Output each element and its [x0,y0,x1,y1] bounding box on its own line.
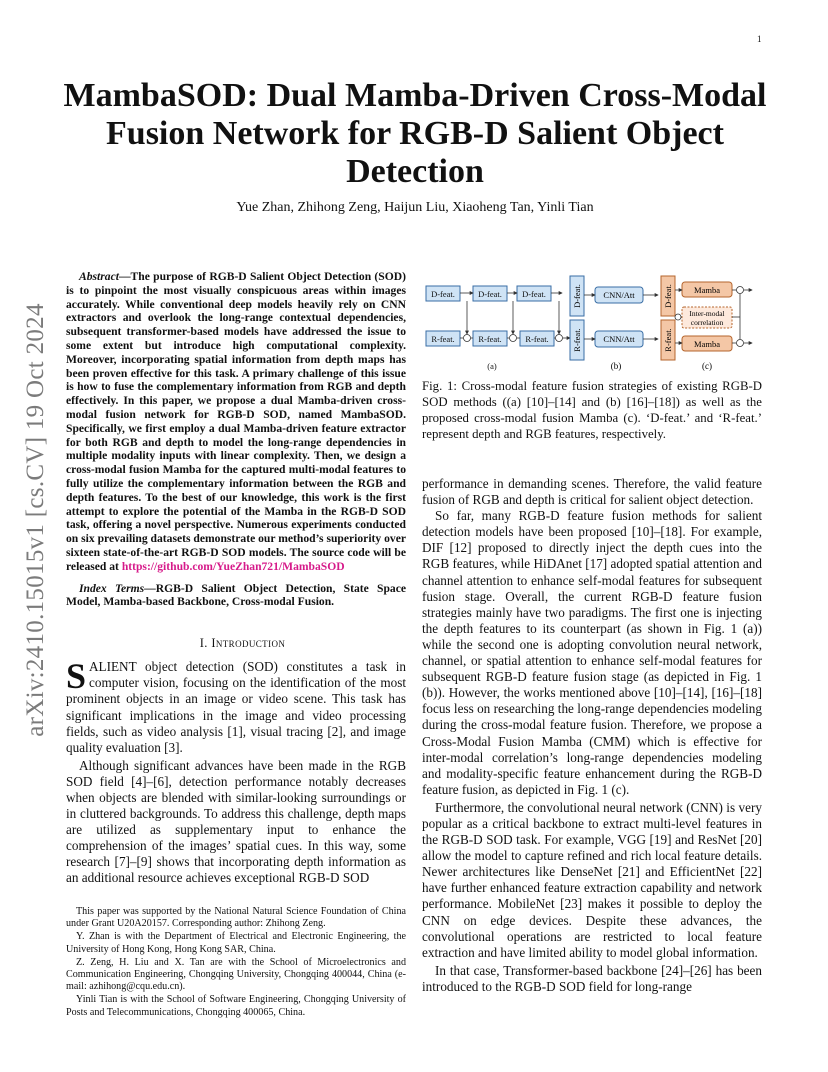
fig-c-mamba-1: Mamba [694,285,720,295]
right-paragraph-2: Furthermore, the convolutional neural network (CNN) is very popular as a critical backbone to extract multi-level features in the RGB-D SOD task. For example, VGG [19] and ResNet [20] allow the model to capture refined and rich local feature details. Newer architectures like DenseNet [21] and EfficientNet [22] have further enhanced feature extraction capability and network performance. MobileNet [23] makes it possible to deploy the CNN on edge devices. Despite these advances, the convolutional operations are restricted to local feature extraction and have limited ability to model global information. [422,799,762,960]
footnotes [66,906,406,1020]
author-list: Yue Zhan, Zhihong Zeng, Haijun Liu, Xiaoheng Tan, Yinli Tian [236,200,594,215]
fig-label-a: (a) [487,361,497,371]
footnote-affiliation-3: Yinli Tian is with the School of Software Engineering, Chongqing University of Posts and Telecommunications, Chongqing 400065, China. [66,994,406,1018]
index-terms [66,582,406,610]
figure-1b-attention [570,276,658,371]
right-paragraph-3: In that case, Transformer-based backbone [24]–[26] has been introduced to the RGB-D SOD field for long-range [422,962,762,994]
fig-a-rfeat-3: R-feat. [525,334,549,344]
fig-b-cnn-att-2: CNN/Att [603,334,635,344]
fig-a-dfeat-1: D-feat. [431,289,455,299]
fig-a-dfeat-2: D-feat. [478,289,502,299]
fig-c-rfeat: R-feat. [663,328,673,352]
fig-c-correlation: correlation [690,318,724,327]
drop-cap: S [66,656,87,697]
fig-label-c: (c) [702,361,712,371]
right-column [422,476,762,995]
fig-c-mamba-2: Mamba [694,339,720,349]
left-column [66,270,406,887]
figure-1-caption: Fig. 1: Cross-modal feature fusion strategies of existing RGB-D SOD methods ((a) [10]–[14] and (b) [16]–[18]) as well as the proposed cross-modal fusion Mamba (c). ‘D-feat.’ and ‘R-feat.’ represent depth and RGB features, respectively. [422,379,762,441]
fig-b-rfeat: R-feat. [572,328,582,352]
fig-c-inter-modal: Inter-modal [689,309,725,318]
source-code-link[interactable]: https://github.com/YueZhan721/MambaSOD [121,559,345,573]
abstract [66,270,406,574]
fig-a-dfeat-3: D-feat. [522,289,546,299]
footnote-affiliation-2: Z. Zeng, H. Liu and X. Tan are with the School of Microelectronics and Communication Engineering, Chongqing University, Chongqing 400044, China (e-mail: azhihong@cqu.edu.cn). [66,956,406,993]
footnote-affiliation-1: Y. Zhan is with the Department of Electrical and Electronic Engineering, the University of Hong Kong, Hong Kong SAR, China. [66,931,406,955]
index-terms-label: Index Terms [79,581,145,595]
abstract-label: Abstract [79,270,119,283]
fig-b-dfeat: D-feat. [572,284,582,308]
right-paragraph-0: performance in demanding scenes. Therefore, the valid feature fusion of RGB and depth is critical for salient object detection. [422,476,762,508]
figure-1-diagram [420,272,768,376]
fig-label-b: (b) [610,361,622,371]
intro-paragraph-2: Although significant advances have been made in the RGB SOD field [4]–[6], detection performance notably decreases when objects are blended with similar-looking surroundings or in cluttered backgrounds. To address this challenge, depth maps are utilized as supplementary input to enhance the comprehension of the images’ spatial cues. In this way, some research [7]–[9] shows that incorporating depth information as an additional resource achieves exceptional RGB-D SOD [66,757,406,886]
fig-b-cnn-att-1: CNN/Att [603,290,635,300]
paper-title: MambaSOD: Dual Mamba-Driven Cross-Modal Fusion Network for RGB-D Salient Object Detection [63,77,767,190]
right-paragraph-1: So far, many RGB-D feature fusion methods for salient detection models have been proposed [10]–[18]. For example, DIF [12] proposed to directly inject the depth cues into the RGB features, while HiDAnet [17] adopted spatial attention and channel attention to enhance self-modal features for subsequent fusion stage. Overall, the current RGB-D feature fusion strategies mainly have two paradigms. The first one is injecting the depth features to its counterpart (as shown in Fig. 1 (a)) while the second one is adopting convolution neural network, channel, or spatial attention to enhance self-modal features for subsequent RGB-D feature fusion stage (as depicted in Fig. 1 (b)). However, the works mentioned above [10]–[14], [16]–[18] focus less on researching the long-range dependencies modeling during the cross-modal feature fusion. Therefore, we propose a Cross-Modal Fusion Mamba (CMM) which is effective for inter-modal correlation’s long-range dependencies modeling and modality-specific feature enhancement during the RGB-D feature fusion, as depicted in Fig. 1 (c). [422,508,762,797]
section-heading-introduction: I. Introduction [199,636,286,651]
intro-paragraph-1-text: ALIENT object detection (SOD) constitutes a task in computer vision, focusing on the identification of the most prominent objects in an image or video scene. This task has significant implications in the image and video processing fields, such as video analysis [1], visual tracing [2], and image quality evaluation [3]. [66,659,406,755]
index-terms-text: —RGB-D Salient Object Detection, State Space Model, Mamba-based Backbone, Cross-modal Fusion. [66,581,406,609]
fig-a-rfeat-2: R-feat. [478,334,502,344]
page-number: 1 [757,34,762,44]
figure-1c-cross-modal-mamba [661,276,752,371]
footnote-funding: This paper was supported by the National Natural Science Foundation of China under Grant U20A20157. Corresponding author: Zhihong Zeng. [66,906,406,930]
abstract-text: —The purpose of RGB-D Salient Object Detection (SOD) is to pinpoint the most visually conspicuous areas within images accurately. While conventional deep models heavily rely on CNN extractors and overlook the long-range contextual dependencies, subsequent transformer-based models have addressed the issue to some extent but introduce high computational complexity. Moreover, incorporating spatial information from depth maps has been proven effective for this task. A primary challenge of this issue is how to fuse the complementary information from RGB and depth effectively. In this paper, we propose a dual Mamba-driven cross-modal fusion network for RGB-D SOD, named MambaSOD. Specifically, we first employ a dual Mamba-driven feature extractor for both RGB and depth to model the long-range dependencies in multiple modality inputs with linear complexity. Then, we design a cross-modal fusion Mamba for the captured multi-modal features to fully utilize the complementary information between the RGB and depth features. To the best of our knowledge, this work is the first attempt to explore the potential of the Mamba in the RGB-D SOD task, offering a novel perspective. Numerous experiments conducted on six prevailing datasets demonstrate our method’s superiority over sixteen state-of-the-art RGB-D SOD models. The source code will be released at [66,270,406,573]
fig-c-dfeat: D-feat. [663,284,673,308]
fig-a-rfeat-1: R-feat. [431,334,455,344]
intro-paragraph-1 [66,656,406,756]
arxiv-stamp: arXiv:2410.15015v1 [cs.CV] 19 Oct 2024 [22,303,49,737]
